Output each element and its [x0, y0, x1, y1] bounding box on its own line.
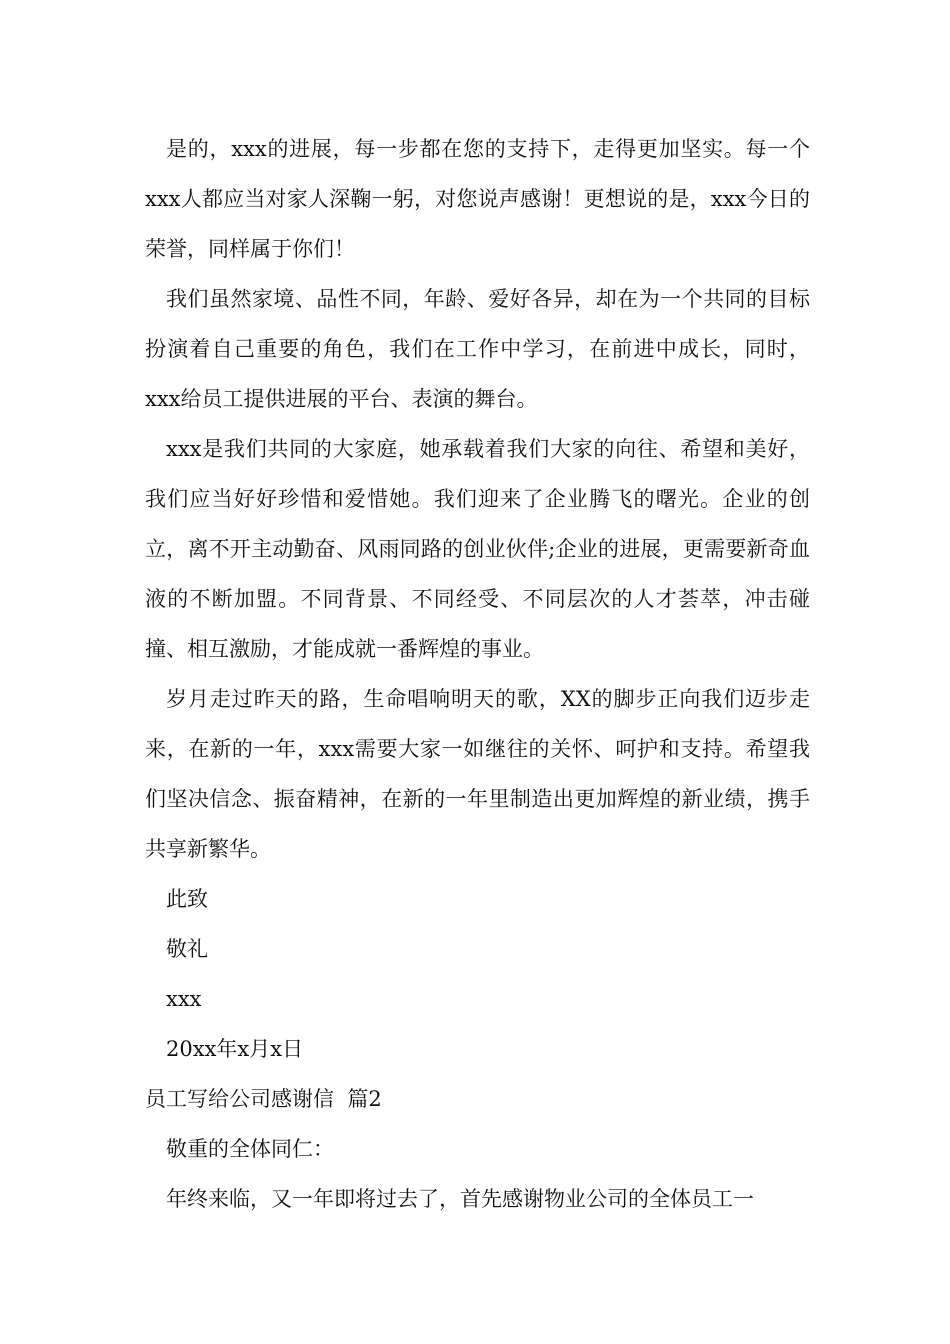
section-title: 员工写给公司感谢信 篇2 [145, 1087, 382, 1111]
paragraph-2: 我们虽然家境、品性不同，年龄、爱好各异，却在为一个共同的目标扮演着自己重要的角色，我们在工作中学习，在前进中成长，同时，xxx给员工提供进展的平台、表演的舞台。 [145, 287, 810, 411]
salutation: 敬重的全体同仁： [166, 1137, 334, 1161]
signature: xxx [166, 987, 202, 1011]
date-line: 20xx年x月x日 [166, 1037, 304, 1061]
closing-line-1: 此致 [166, 887, 208, 911]
paragraph-4: 岁月走过昨天的路，生命唱响明天的歌，XX的脚步正向我们迈步走来，在新的一年，xxx需要大家一如继往的关怀、呵护和支持。希望我们坚决信念、振奋精神，在新的一年里制造出更加辉煌的新业绩，携手共享新繁华。 [145, 687, 810, 861]
last-paragraph: 年终来临，又一年即将过去了，首先感谢物业公司的全体员工一 [166, 1187, 754, 1211]
closing-line-2: 敬礼 [166, 937, 208, 961]
paragraph-1: 是的，xxx的进展，每一步都在您的支持下，走得更加坚实。每一个xxx人都应当对家人深鞠一躬，对您说声感谢！更想说的是，xxx今日的荣誉，同样属于你们！ [145, 137, 810, 261]
paragraph-3: xxx是我们共同的大家庭，她承载着我们大家的向往、希望和美好，我们应当好好珍惜和爱惜她。我们迎来了企业腾飞的曙光。企业的创立，离不开主动勤奋、风雨同路的创业伙伴;企业的进展，更需要新奇血液的不断加盟。不同背景、不同经受、不同层次的人才荟萃，冲击碰撞、相互激励，才能成就一番辉煌的事业。 [145, 437, 810, 661]
document-body [145, 124, 810, 1224]
